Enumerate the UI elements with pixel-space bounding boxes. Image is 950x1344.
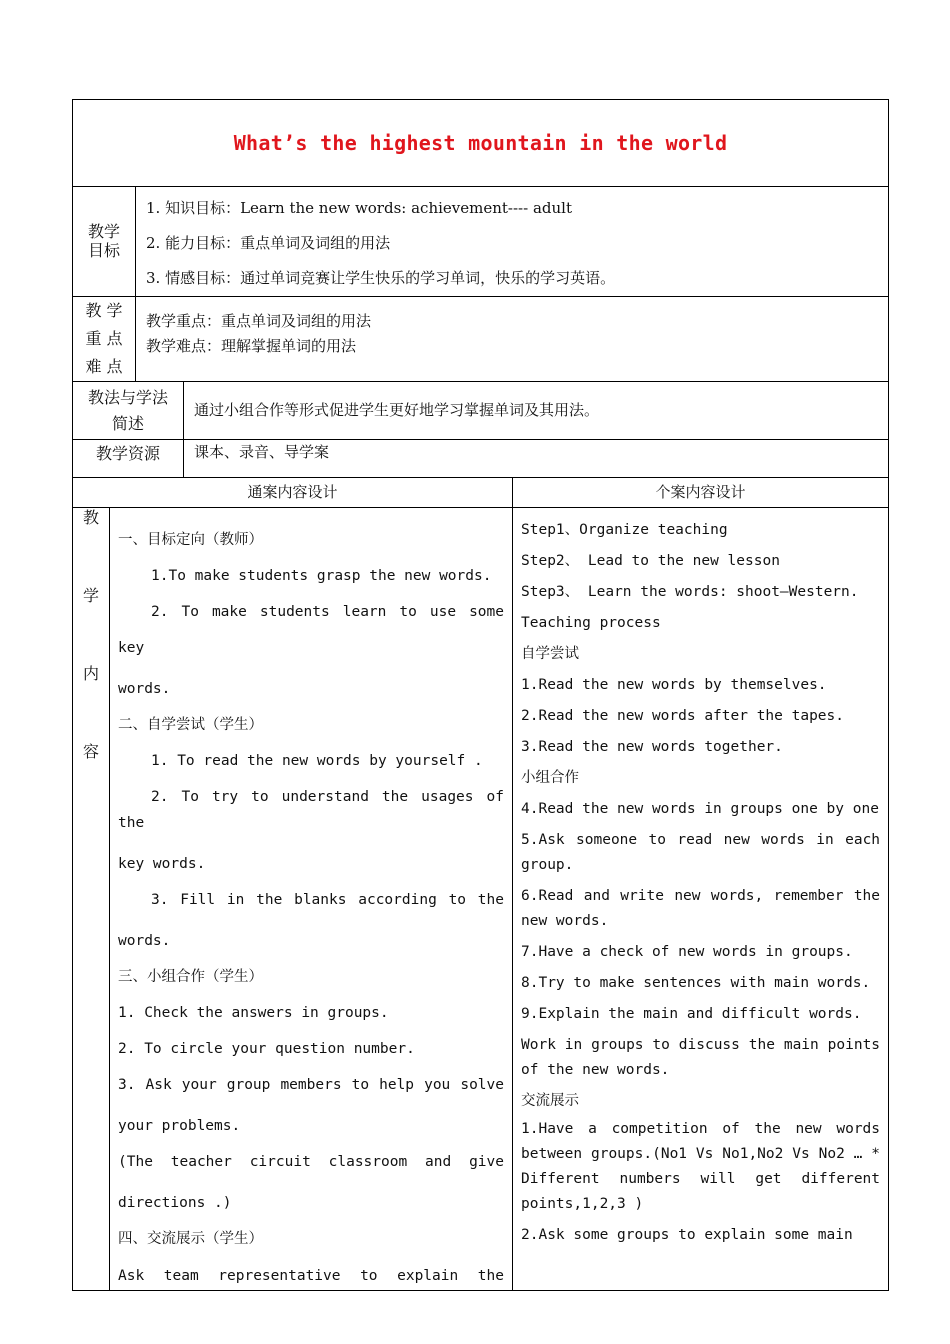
list-item: 7.Have a check of new words in groups. [521,944,853,960]
list-item: 3.Read the new words together. [521,739,783,755]
lesson-plan-table [72,99,889,1291]
methods-label-line: 简述 [111,413,144,433]
list-item: key words. [118,856,206,872]
list-item: 二、自学尝试（学生） [118,717,263,733]
list-item: 2. To try to understand the usages of the [118,789,504,831]
key-points-label-line: 教 学 [85,301,123,320]
methods-content [184,382,889,440]
individual-design-header: 个案内容设计 [513,478,889,508]
common-design-content [110,508,513,1291]
resources-content [184,440,889,478]
goals-label: 教学目标 [87,222,120,260]
list-item: 9.Explain the main and difficult words. [521,1006,862,1022]
list-item: 1.Have a competition of the new words between groups.(No1 Vs No1,No2 Vs No2 … * Different numbers will get different points,1,2,3 ) [521,1121,881,1212]
key-point-item: 教学重点：重点单词及词组的用法 [146,312,372,330]
list-item: 6.Read and write new words, remember the new words. [521,888,881,929]
list-item: 小组合作 [521,770,579,786]
common-design-header: 通案内容设计 [73,478,513,508]
list-item: directions .) [118,1195,232,1211]
list-item: words. [118,933,171,949]
resources-text: 课本、录音、导学案 [194,443,330,461]
list-item: 8.Try to make sentences with main words. [521,975,871,991]
key-points-label-line: 重 点 [85,329,123,348]
list-item: Step2、 Lead to the new lesson [521,553,780,569]
list-item: 5.Ask someone to read new words in each group. [521,832,881,873]
list-item: words. [118,681,171,697]
list-item: 4.Read the new words in groups one by one [521,801,879,817]
list-item: (The teacher circuit classroom and give [118,1154,504,1170]
list-item: 3. Ask your group members to help you solve [118,1077,504,1093]
resources-label: 教学资源 [95,444,160,463]
list-item: 3. Fill in the blanks according to the [151,892,504,908]
goal-item: 2. 能力目标：重点单词及词组的用法 [146,234,391,252]
methods-label-line: 教法与学法 [87,387,168,407]
list-item: 2. To make students learn to use some key [118,604,504,656]
methods-label-cell [73,382,184,440]
key-points-label-line: 难 点 [85,357,123,376]
list-item: your problems. [118,1118,241,1134]
list-item: 2.Ask some groups to explain some main [521,1227,853,1243]
list-item: 2. To circle your question number. [118,1041,415,1057]
list-item: 1.Read the new words by themselves. [521,677,827,693]
key-points-content [136,297,889,382]
goal-item: 3. 情感目标：通过单词竞赛让学生快乐的学习单词，快乐的学习英语。 [146,269,616,287]
goals-label-cell [73,187,136,297]
individual-design-content [513,508,889,1291]
list-item: Step3、 Learn the words: shoot—Western. [521,584,859,600]
key-points-label-cell [73,297,136,382]
list-item: 自学尝试 [521,646,579,662]
list-item: 2.Read the new words after the tapes. [521,708,845,724]
list-item: Work in groups to discuss the main points of the new words. [521,1037,881,1078]
list-item: Teaching process [521,615,661,631]
lesson-plan-document [72,99,888,1291]
goal-item: 1. 知识目标：Learn the new words: achievement---- adult [146,199,572,217]
list-item: 1. To read the new words by yourself . [151,753,483,769]
list-item: 1. Check the answers in groups. [118,1005,389,1021]
list-item: 1.To make students grasp the new words. [151,568,492,584]
methods-text: 通过小组合作等形式促进学生更好地学习掌握单词及其用法。 [194,401,600,419]
list-item: Step1、Organize teaching [521,522,728,538]
list-item: 四、交流展示（学生） [118,1231,263,1247]
page-title: What’s the highest mountain in the world [233,131,728,155]
list-item: 交流展示 [521,1093,579,1109]
list-item: Ask team representative to explain the [118,1268,504,1284]
title-cell [73,100,889,187]
resources-label-cell [73,440,184,478]
list-item: 三、小组合作（学生） [118,969,263,985]
teaching-content-label: 教 学 内 容 [73,508,110,1291]
list-item: 一、目标定向（教师） [118,532,263,548]
goals-content [136,187,889,297]
key-point-item: 教学难点：理解掌握单词的用法 [146,337,357,355]
